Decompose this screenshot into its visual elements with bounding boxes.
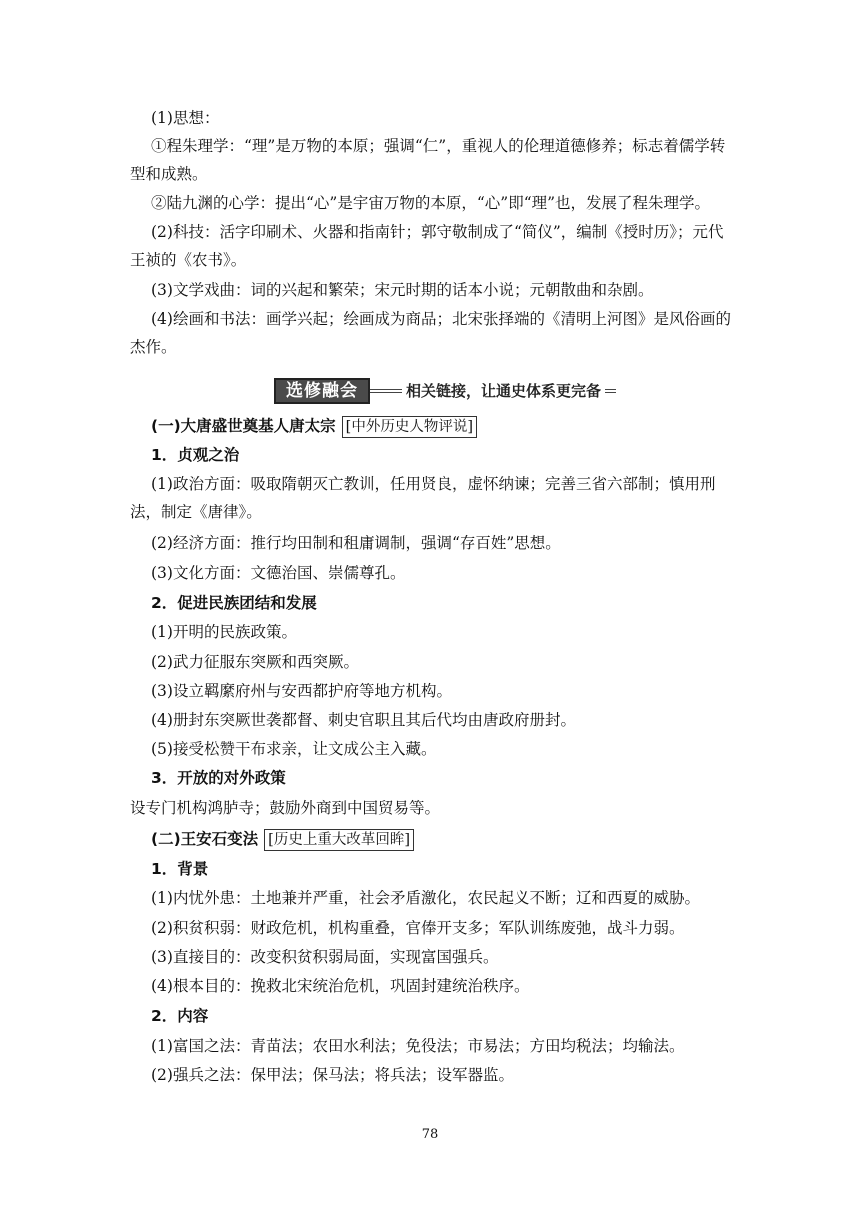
paragraph-background-1: (1)内忧外患：土地兼并严重，社会矛盾激化，农民起义不断；辽和西夏的威胁。	[151, 889, 700, 907]
section2-subheading-2: 2．内容	[151, 1007, 209, 1025]
paragraph-background-3: (3)直接目的：改变积贫积弱局面，实现富国强兵。	[151, 948, 499, 966]
paragraph-content-1: (1)富国之法：青苗法；农田水利法；免役法；市易法；方田均税法；均输法。	[151, 1037, 685, 1055]
paragraph-literature: (3)文学戏曲：词的兴起和繁荣；宋元时期的话本小说；元朝散曲和杂剧。	[151, 281, 654, 299]
paragraph-economic: (2)经济方面：推行均田制和租庸调制，强调“存百姓”思想。	[151, 534, 561, 552]
paragraph-ethnic-5: (5)接受松赞干布求亲，让文成公主入藏。	[151, 740, 437, 758]
section2-tag: [历史上重大改革回眸]	[264, 829, 414, 851]
banner-title: 选修融会	[274, 378, 370, 404]
section1-heading-text: (一)大唐盛世奠基人唐太宗	[151, 417, 336, 435]
section1-heading	[151, 412, 477, 440]
paragraph-lu-jiuyuan: ②陆九渊的心学：提出“心”是宇宙万物的本原，“心”即“理”也，发展了程朱理学。	[151, 194, 711, 212]
paragraph-background-2: (2)积贫积弱：财政危机，机构重叠，官俸开支多；军队训练废弛，战斗力弱。	[151, 919, 685, 937]
paragraph-background-4: (4)根本目的：挽救北宋统治危机，巩固封建统治秩序。	[151, 977, 530, 995]
paragraph-painting: (4)绘画和书法：画学兴起；绘画成为商品；北宋张择端的《清明上河图》是风俗画的杰作。	[130, 310, 731, 356]
paragraph-cheng-zhu: ①程朱理学：“理”是万物的本原；强调“仁”，重视人的伦理道德修养；标志着儒学转型和成熟。	[130, 137, 726, 183]
paragraph-thought: (1)思想：	[151, 109, 220, 127]
section1-subheading-1: 1．贞观之治	[151, 446, 240, 464]
paragraph-cultural: (3)文化方面：文德治国、崇儒尊孔。	[151, 564, 406, 582]
paragraph-ethnic-3: (3)设立羁縻府州与安西都护府等地方机构。	[151, 682, 452, 700]
page-number: 78	[421, 1127, 439, 1142]
section1-subheading-2: 2．促进民族团结和发展	[151, 594, 317, 612]
paragraph-political: (1)政治方面：吸取隋朝灭亡教训，任用贤良，虚怀纳谏；完善三省六部制；慎用刑法，制定《唐律》。	[130, 475, 716, 521]
section2-heading	[151, 825, 414, 853]
paragraph-technology: (2)科技：活字印刷术、火器和指南针；郭守敬制成了“简仪”，编制《授时历》；元代王祯的《农书》。	[130, 223, 724, 269]
section1-subheading-3: 3．开放的对外政策	[151, 769, 286, 787]
banner-subtitle: 相关链接，让通史体系更完备	[402, 380, 605, 402]
section2-subheading-1: 1．背景	[151, 860, 209, 878]
paragraph-ethnic-2: (2)武力征服东突厥和西突厥。	[151, 653, 359, 671]
paragraph-ethnic-1: (1)开明的民族政策。	[151, 623, 297, 641]
section1-tag: [中外历史人物评说]	[342, 416, 477, 438]
section-banner	[274, 378, 616, 404]
paragraph-ethnic-4: (4)册封东突厥世袭都督、刺史官职且其后代均由唐政府册封。	[151, 711, 576, 729]
paragraph-foreign-policy: 设专门机构鸿胪寺；鼓励外商到中国贸易等。	[130, 799, 441, 817]
section2-heading-text: (二)王安石变法	[151, 830, 259, 848]
paragraph-content-2: (2)强兵之法：保甲法；保马法；将兵法；设军器监。	[151, 1066, 514, 1084]
